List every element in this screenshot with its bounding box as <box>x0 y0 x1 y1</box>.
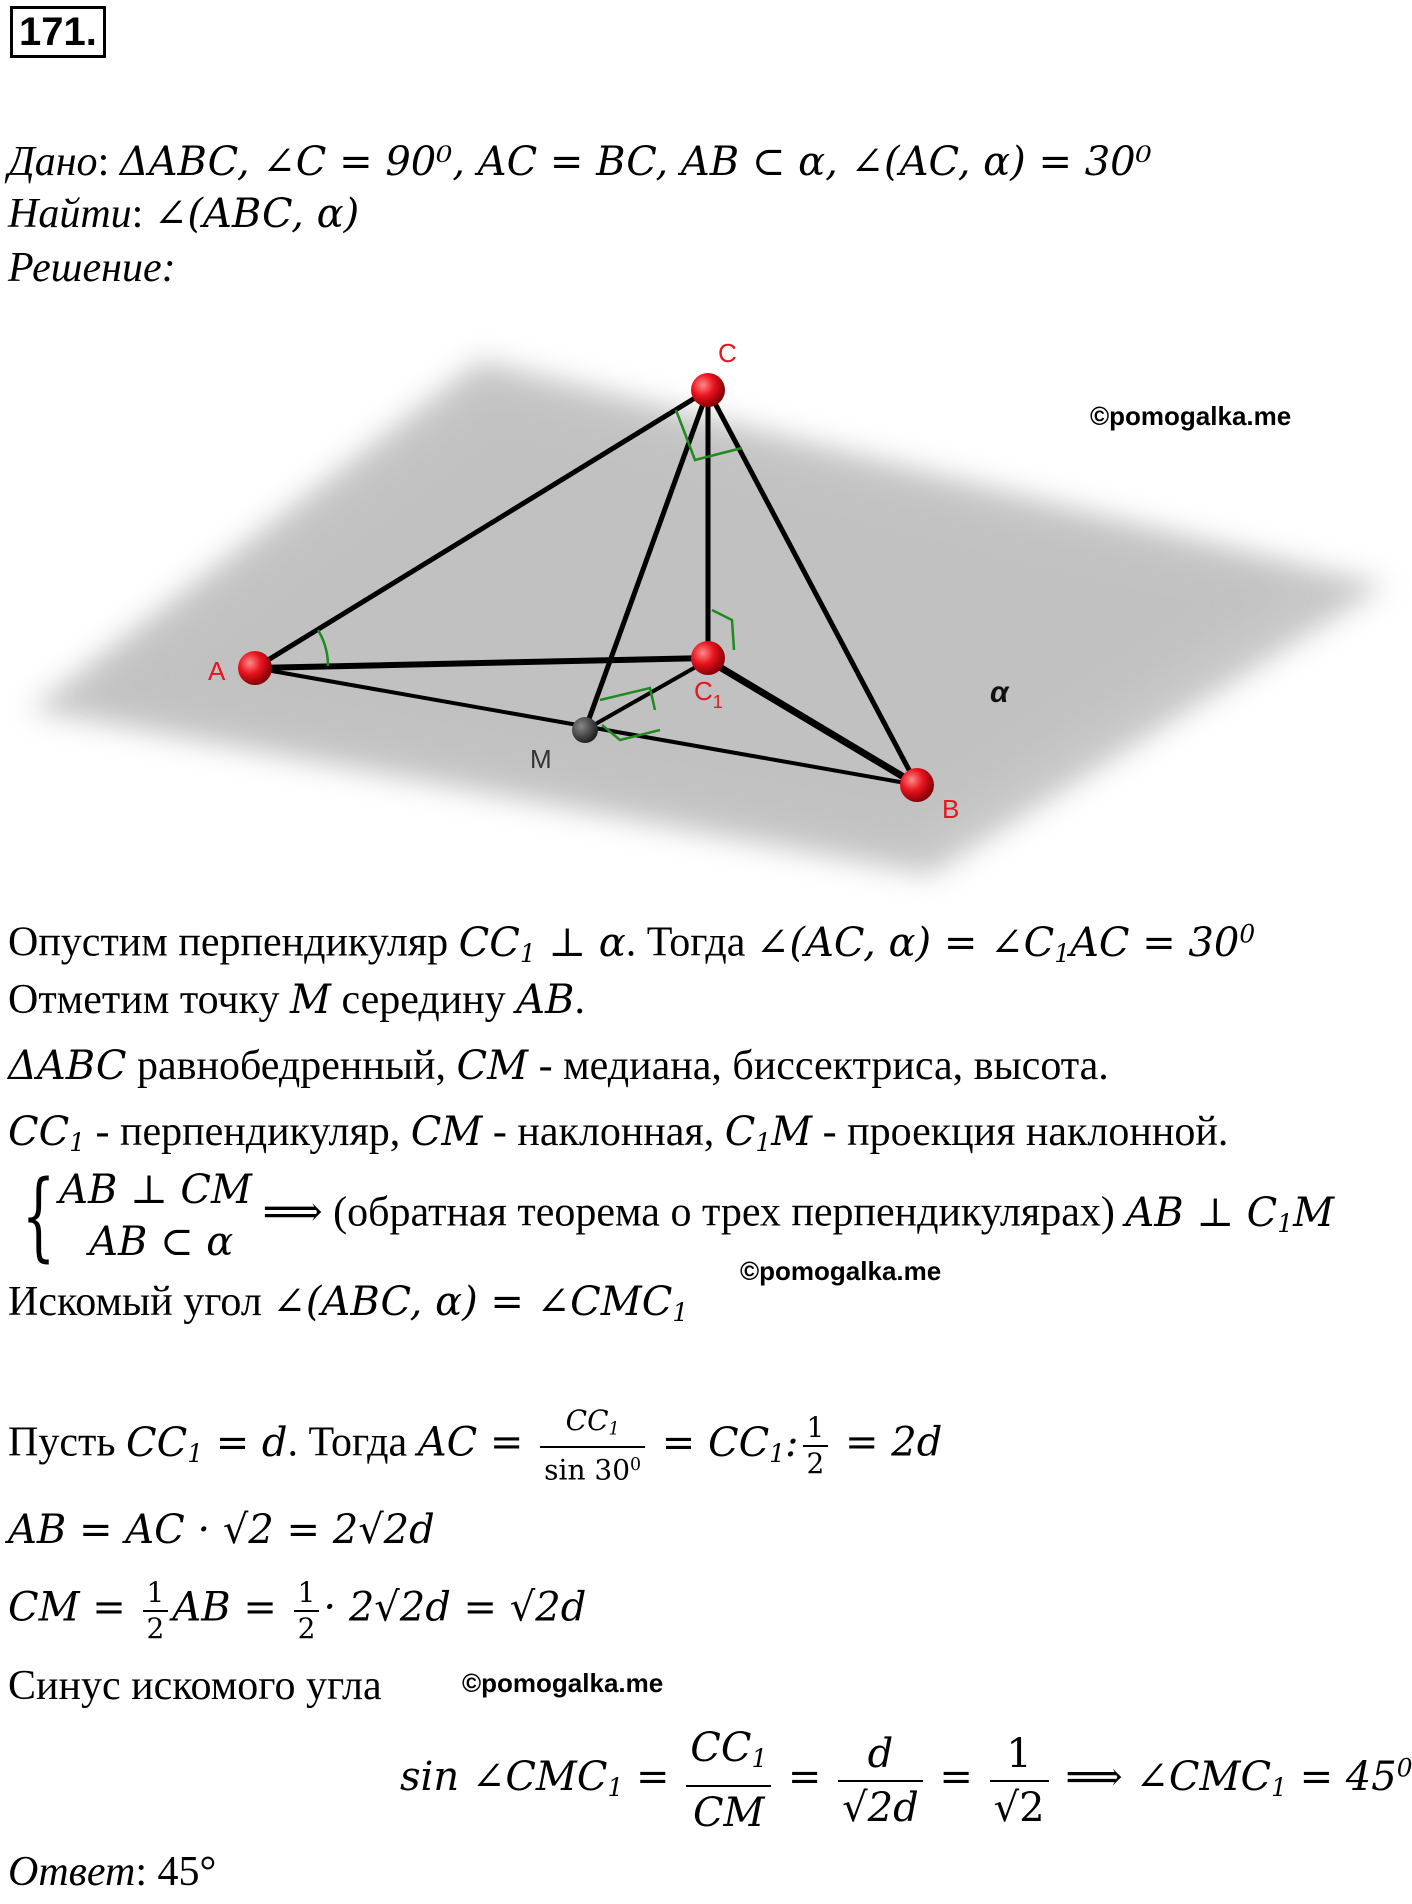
problem-number: 171. <box>10 6 106 58</box>
given-line: Дано: ΔABC, ∠C = 90⁰, AC = BC, AB ⊂ α, ∠(AC, α) = 30⁰ <box>8 139 1152 185</box>
point-C1 <box>691 641 725 675</box>
label-B: B <box>942 794 960 824</box>
find-label: Найти <box>8 191 132 237</box>
answer-line <box>8 1846 216 1898</box>
text-l3b: - медиана, биссектриса, высота. <box>528 1043 1109 1089</box>
line-system: { AB ⊥ CM AB ⊂ α ⟹ (обратная теорема о трех перпендикулярах) AB ⊥ $C_1M$ <box>21 1160 1335 1272</box>
line-sine-label <box>8 1660 382 1712</box>
watermark-1: ©pomogalka.me <box>1090 401 1292 431</box>
text-l1a: Опустим перпендикуляр <box>8 919 459 966</box>
label-A: A <box>208 656 226 686</box>
text-l4a: - перпендикуляр, <box>85 1109 411 1155</box>
watermark-3: ©pomogalka.me <box>462 1668 664 1698</box>
text-l1b: . Тогда <box>625 919 756 966</box>
line-cm: CM = $\frac{1}{2}$ AB = $\frac{1}{2}$ · 2√2d = √2d <box>8 1576 587 1645</box>
find-line: Найти: ∠(ABC, α) <box>8 191 360 237</box>
text-l2c: . <box>574 977 585 1023</box>
line-sine: $\sin \angle CMC_1$ = $\frac{CC_1}{CM}$ = $\frac{d}{√2d}$ = $\frac{1}{√2}$ ⟹ $\angle CMC_1 = 45^0$ <box>400 1722 1412 1839</box>
line-sought-angle: Искомый угол ∠(ABC, $\alpha) = \angle CMC_1$ <box>8 1279 689 1328</box>
point-A <box>238 651 272 685</box>
line-let: Пусть $CC_1 = d$. Тогда AC = $\frac{CC_1}{\sin 30^0}$ = $CC_1$: $\frac{1}{2}$ = 2d <box>8 1404 943 1487</box>
label-M: M <box>530 744 552 774</box>
given-label: Дано <box>8 139 98 185</box>
point-C <box>691 373 725 407</box>
line-ab: AB = AC · √2 = 2√2d <box>8 1507 435 1553</box>
text-l7a: Пусть <box>8 1419 126 1466</box>
text-l4b: - наклонная, <box>482 1109 725 1155</box>
given-text: ΔABC, ∠C = 90⁰, AC = BC, AB ⊂ α, ∠(AC, α) = 30⁰ <box>119 139 1152 185</box>
find-text: ∠(ABC, α) <box>153 191 360 237</box>
point-M <box>572 717 598 743</box>
text-l10: Синус искомого угла <box>8 1663 382 1709</box>
pyramid-figure <box>0 270 1400 890</box>
line-isosceles: ΔABC равнобедренный, CM - медиана, биссектриса, высота. <box>8 1043 1109 1089</box>
point-B <box>900 768 934 802</box>
line-projection: $CC_1$ - перпендикуляр, CM - наклонная, $C_1M$ - проекция наклонной. <box>8 1109 1229 1158</box>
text-l3: равнобедренный, <box>126 1043 457 1089</box>
text-l5: ⟹ (обратная теорема о трех перпендикулярах) <box>262 1189 1126 1236</box>
line-perpendicular: Опустим перпендикуляр $CC_1$ ⊥ α. Тогда ∠(AC, $\alpha) = \angle C_1AC = 30^0$ <box>8 919 1256 968</box>
answer-value: : 45° <box>135 1849 217 1895</box>
text-l6: Искомый угол <box>8 1279 273 1325</box>
label-C1: $C_1$ <box>694 676 723 712</box>
text-l7b: . Тогда <box>287 1419 418 1466</box>
label-alpha: α <box>990 676 1009 709</box>
label-C: C <box>718 338 737 368</box>
line-midpoint: Отметим точку M середину AB. <box>8 977 585 1023</box>
answer-label: Ответ <box>8 1849 136 1895</box>
text-l4c: - проекция наклонной. <box>812 1109 1229 1155</box>
text-l2b: середину <box>330 977 517 1023</box>
solution-label: Решение: <box>8 245 176 291</box>
text-l2a: Отметим точку <box>8 977 290 1023</box>
watermark-2: ©pomogalka.me <box>740 1256 942 1286</box>
